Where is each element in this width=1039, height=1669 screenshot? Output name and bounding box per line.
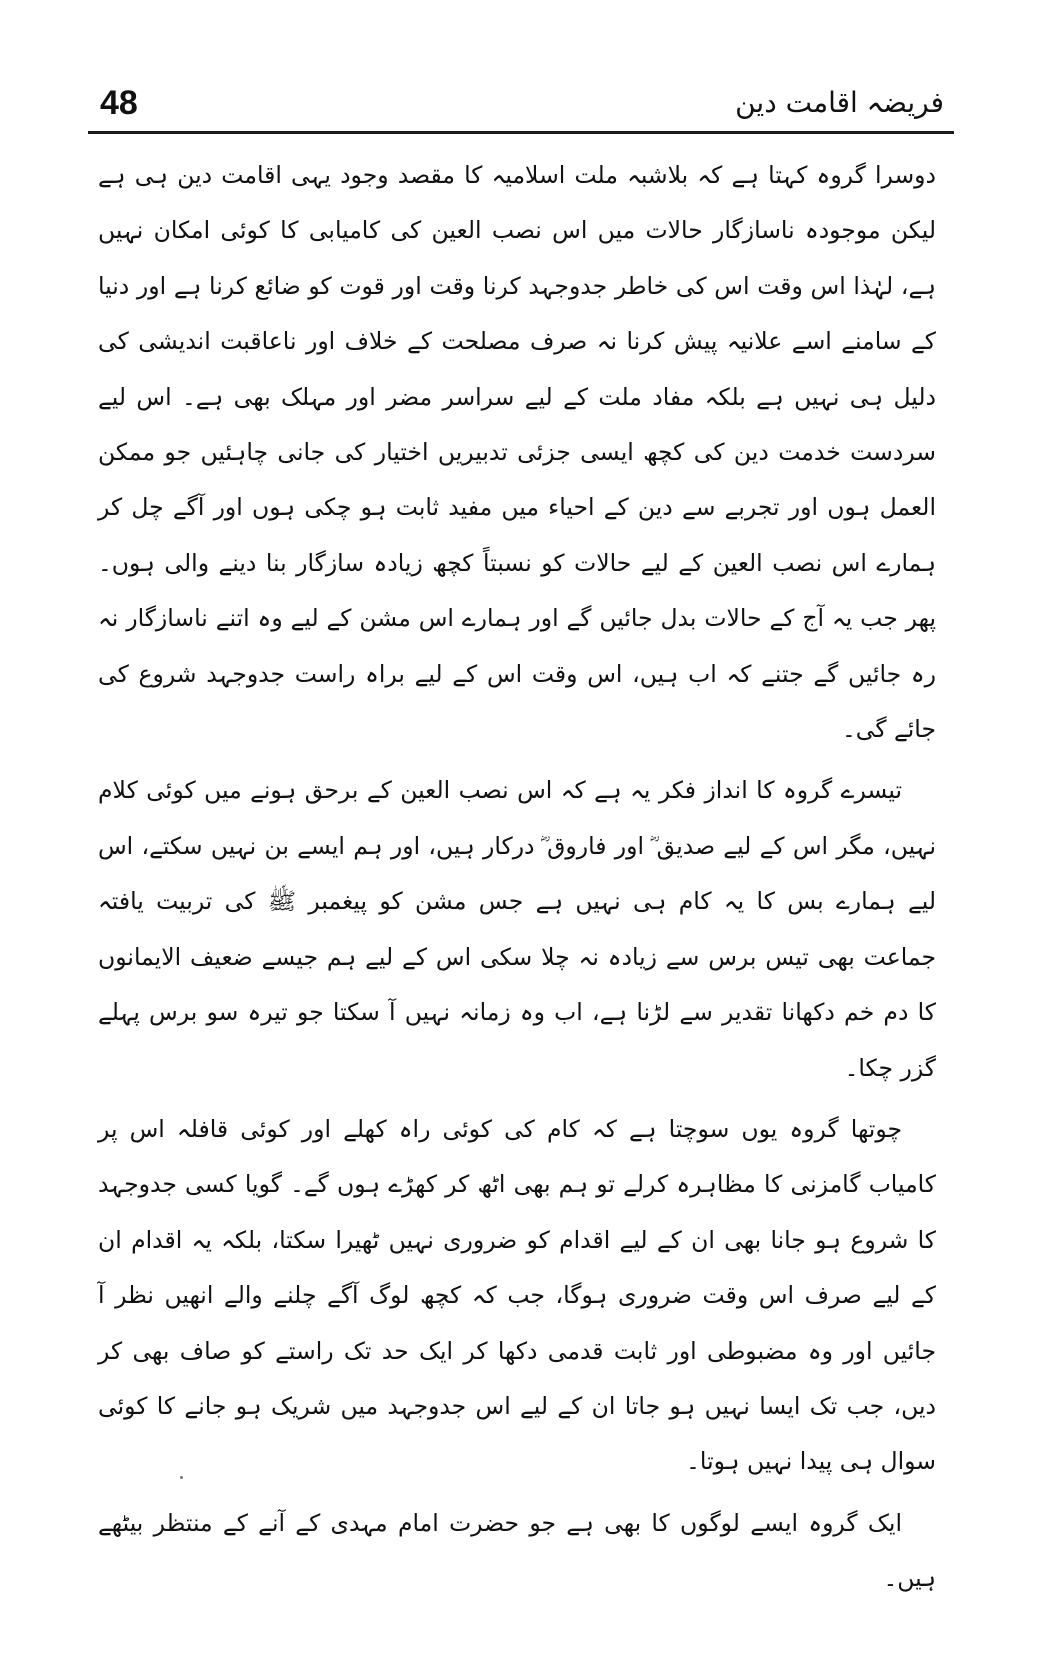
body-text bbox=[98, 148, 936, 1613]
paragraph-second-group: دوسرا گروہ کہتا ہے کہ بلاشبہ ملت اسلامیہ کا مقصد وجود یہی اقامت دین ہی ہے لیکن موجودہ ناسازگار حالات میں اس نصب العین کی کامیابی کا کوئی امکان نہیں ہے، لہٰذا اس وقت اس کی خاطر جدوجہد کرنا وقت اور قوت کو ضائع کرنا ہے اور دنیا کے سامنے اسے علانیہ پیش کرنا نہ صرف مصلحت کے خلاف اور ناعاقبت اندیشی کی دلیل ہی نہیں ہے بلکہ مفاد ملت کے لیے سراسر مضر اور مہلک بھی ہے۔ اس لیے سردست خدمت دین کی کچھ ایسی جزئی تدبیریں اختیار کی جانی چاہئیں جو ممکن العمل ہوں اور تجربے سے دین کے احیاء میں مفید ثابت ہو چکی ہوں اور آگے چل کر ہمارے اس نصب العین کے لیے حالات کو نسبتاً کچھ زیادہ سازگار بنا دینے والی ہوں۔ پھر جب یہ آج کے حالات بدل جائیں گے اور ہمارے اس مشن کے لیے وہ اتنے ناسازگار نہ رہ جائیں گے جتنے کہ اب ہیں، اس وقت اس کے لیے براہ راست جدوجہد شروع کی جائے گی۔ bbox=[98, 161, 936, 744]
header-divider bbox=[88, 131, 954, 134]
page-number: 48 bbox=[100, 84, 138, 122]
paragraph-third-group: تیسرے گروہ کا انداز فکر یہ ہے کہ اس نصب العین کے برحق ہونے میں کوئی کلام نہیں، مگر اس کے لیے صدیق ؓ اور فاروق ؓ درکار ہیں، اور ہم ایسے بن نہیں سکتے، اس لیے ہمارے بس کا یہ کام ہی نہیں ہے جس مشن کو پیغمبر ﷺ کی تربیت یافتہ جماعت بھی تیس برس سے زیادہ نہ چلا سکی اس کے لیے ہم جیسے ضعیف الایمانوں کا دم خم دکھانا تقدیر سے لڑنا ہے، اب وہ زمانہ نہیں آ سکتا جو تیرہ سو برس پہلے گزر چکا۔ bbox=[98, 776, 936, 1082]
paragraph-fourth-group: چوتھا گروہ یوں سوچتا ہے کہ کام کی کوئی راہ کھلے اور کوئی قافلہ اس پر کامیاب گامزنی کا مظاہرہ کرلے تو ہم بھی اٹھ کر کھڑے ہوں گے۔ گویا کسی جدوجہد کا شروع ہو جانا بھی ان کے لیے اقدام کو ضروری نہیں ٹھیرا سکتا، بلکہ یہ اقدام ان کے لیے صرف اس وقت ضروری ہوگا، جب کہ کچھ لوگ آگے چلنے والے انھیں نظر آ جائیں اور وہ مضبوطی اور ثابت قدمی دکھا کر ایک حد تک راستے کو صاف بھی کر دیں، جب تک ایسا نہیں ہو جاتا ان کے لیے اس جدوجہد میں شریک ہو جانے کا کوئی سوال ہی پیدا نہیں ہوتا۔ bbox=[98, 1114, 936, 1476]
page-header bbox=[88, 80, 950, 128]
paragraph-mahdi-group: ایک گروہ ایسے لوگوں کا بھی ہے جو حضرت امام مہدی کے آنے کے منتظر بیٹھے ہیں۔ bbox=[98, 1508, 936, 1593]
running-title: فریضہ اقامت دین bbox=[735, 86, 944, 119]
scan-speck bbox=[180, 1476, 183, 1479]
